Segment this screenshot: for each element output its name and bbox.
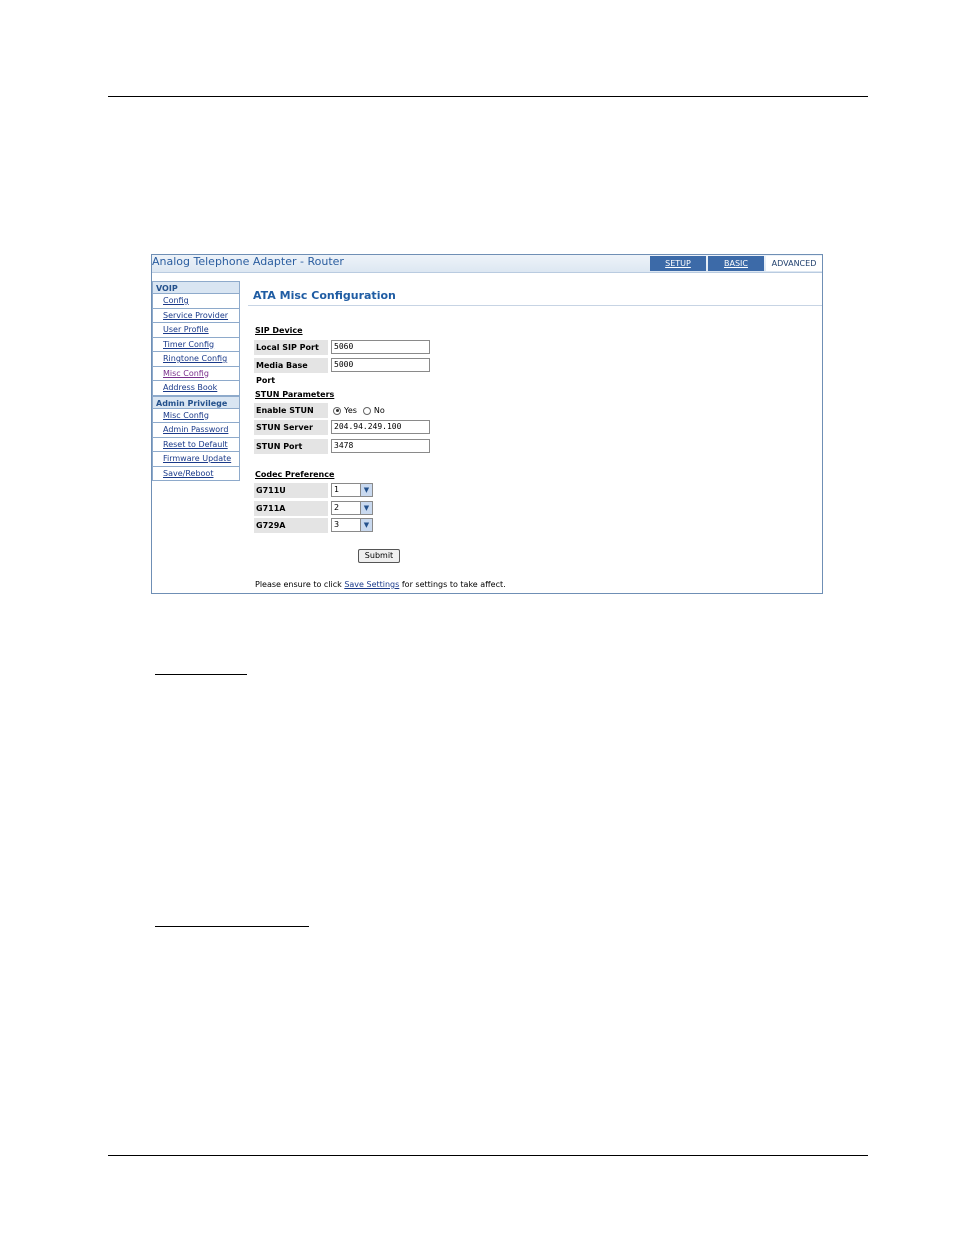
sidebar-item-user-profile[interactable]: User Profile — [152, 323, 240, 338]
ata-config-window — [151, 254, 823, 594]
sidebar-item-admin-password[interactable]: Admin Password — [152, 423, 240, 438]
codec-label-g711a: G711A — [254, 501, 328, 516]
codec-preference-heading: Codec Preference — [255, 470, 335, 479]
codec-label-g711u: G711U — [254, 483, 328, 498]
sidebar-item-save-reboot[interactable]: Save/Reboot — [152, 467, 240, 482]
section-underline-1 — [155, 674, 247, 675]
sidebar-item-reset-to-default[interactable]: Reset to Default — [152, 438, 240, 453]
stun-server-label: STUN Server — [254, 420, 328, 435]
local-sip-port-label: Local SIP Port — [254, 340, 328, 355]
local-sip-port-input[interactable]: 5060 — [331, 340, 430, 354]
media-base-port-input[interactable]: 5000 — [331, 358, 430, 372]
sidebar-header-voip: VOIP — [152, 281, 240, 294]
stun-no-label: No — [373, 406, 385, 415]
sidebar-item-ringtone-config[interactable]: Ringtone Config — [152, 352, 240, 367]
stun-server-input[interactable]: 204.94.249.100 — [331, 420, 430, 434]
codec-label-g729a: G729A — [254, 518, 328, 533]
save-settings-link[interactable]: Save Settings — [344, 580, 400, 589]
sidebar-item-firmware-update[interactable]: Firmware Update — [152, 452, 240, 467]
window-header — [152, 255, 822, 273]
stun-port-input[interactable]: 3478 — [331, 439, 430, 453]
enable-stun-label: Enable STUN — [254, 403, 328, 418]
app-title: Analog Telephone Adapter - Router — [152, 255, 344, 268]
submit-button[interactable]: Submit — [358, 549, 400, 563]
sidebar — [152, 281, 240, 481]
stun-parameters-heading: STUN Parameters — [255, 390, 335, 399]
tab-advanced[interactable]: ADVANCED — [766, 256, 822, 271]
sidebar-item-config[interactable]: Config — [152, 294, 240, 309]
stun-yes-radio[interactable] — [333, 407, 341, 415]
codec-select-g711u[interactable] — [331, 483, 373, 497]
page-title: ATA Misc Configuration — [253, 289, 396, 302]
note-prefix: Please ensure to click — [255, 580, 345, 589]
sidebar-item-address-book[interactable]: Address Book — [152, 381, 240, 396]
sidebar-item-misc-config[interactable]: Misc Config — [152, 367, 240, 382]
sip-device-heading: SIP Device — [255, 326, 303, 335]
enable-stun-options — [333, 406, 385, 415]
codec-select-g711a[interactable] — [331, 501, 373, 515]
tab-setup[interactable]: SETUP — [650, 256, 706, 271]
sidebar-item-service-provider[interactable]: Service Provider — [152, 309, 240, 324]
stun-no-radio[interactable] — [363, 407, 371, 415]
section-underline-2 — [155, 926, 309, 927]
tab-basic[interactable]: BASIC — [708, 256, 764, 271]
codec-value-g711u: 1 — [334, 485, 340, 494]
title-divider — [248, 305, 822, 306]
codec-value-g711a: 2 — [334, 503, 340, 512]
sidebar-item-timer-config[interactable]: Timer Config — [152, 338, 240, 353]
stun-yes-label: Yes — [344, 406, 357, 415]
chevron-down-icon: ▼ — [360, 519, 372, 531]
note-suffix: for settings to take affect. — [399, 580, 506, 589]
media-base-port-label: Media Base Port — [254, 358, 328, 373]
chevron-down-icon: ▼ — [360, 502, 372, 514]
chevron-down-icon: ▼ — [360, 484, 372, 496]
codec-select-g729a[interactable] — [331, 518, 373, 532]
sidebar-item-admin-misc-config[interactable]: Misc Config — [152, 409, 240, 424]
page-header-rule — [108, 96, 868, 97]
sidebar-header-admin: Admin Privilege — [152, 396, 240, 409]
page-footer-rule — [108, 1155, 868, 1156]
top-tabs — [648, 256, 822, 272]
save-settings-note — [255, 580, 506, 589]
stun-port-label: STUN Port — [254, 439, 328, 454]
codec-value-g729a: 3 — [334, 520, 340, 529]
